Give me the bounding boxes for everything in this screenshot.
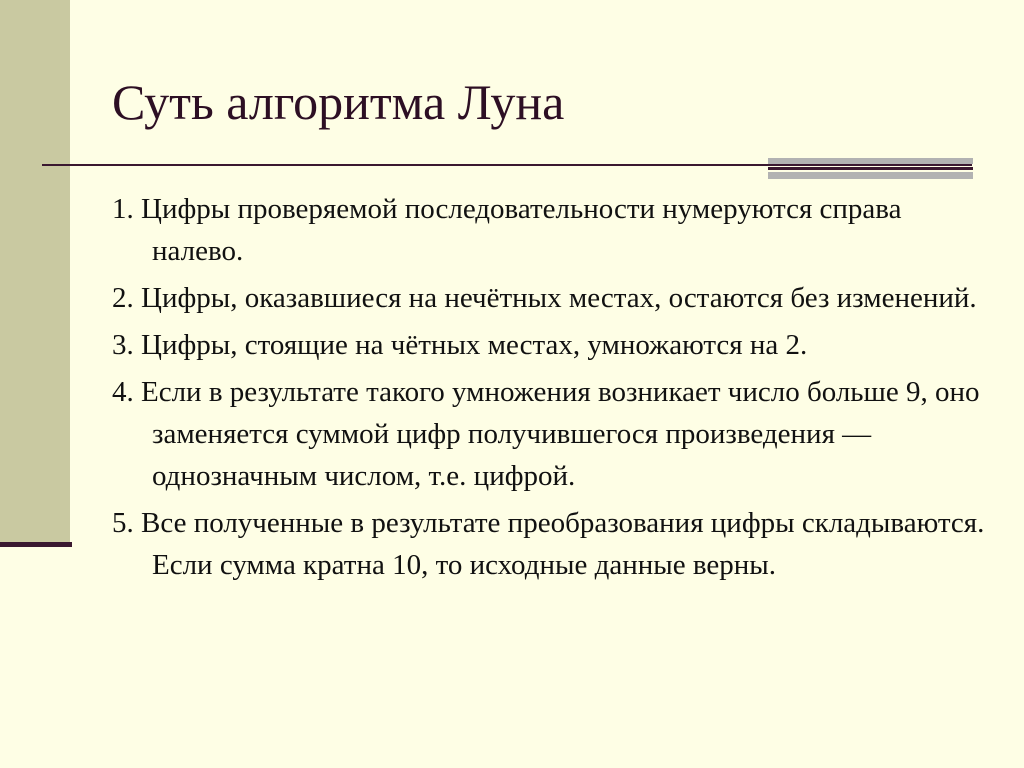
step-number: 3. xyxy=(112,329,134,361)
step-item xyxy=(112,371,992,497)
divider-accent-band-bottom xyxy=(768,172,973,179)
algorithm-steps-list xyxy=(112,188,992,591)
step-text: Цифры, стоящие на чётных местах, умножаются на 2. xyxy=(141,329,808,361)
divider-accent-band-top xyxy=(768,158,973,164)
step-number: 1. xyxy=(112,193,134,225)
step-text: Если в результате такого умножения возникает число больше 9, оно заменяется суммой цифр получившегося произведения — однозначным числом, т.е. цифрой. xyxy=(141,376,980,492)
step-text: Цифры, оказавшиеся на нечётных местах, остаются без изменений. xyxy=(141,282,977,314)
step-number: 2. xyxy=(112,282,134,314)
slide-title: Суть алгоритма Луна xyxy=(112,74,565,130)
step-item xyxy=(112,324,992,366)
step-number: 4. xyxy=(112,376,134,408)
side-decor-underline xyxy=(0,542,72,547)
step-item xyxy=(112,188,992,272)
step-item xyxy=(112,277,992,319)
step-text: Цифры проверяемой последовательности нумеруются справа налево. xyxy=(141,193,902,267)
step-item xyxy=(112,502,992,586)
divider-accent-band-middle xyxy=(768,167,973,170)
title-divider-accent xyxy=(768,158,973,179)
step-text: Все полученные в результате преобразования цифры складываются. Если сумма кратна 10, то исходные данные верны. xyxy=(141,507,985,581)
step-number: 5. xyxy=(112,507,134,539)
side-decor-bar xyxy=(0,0,70,545)
